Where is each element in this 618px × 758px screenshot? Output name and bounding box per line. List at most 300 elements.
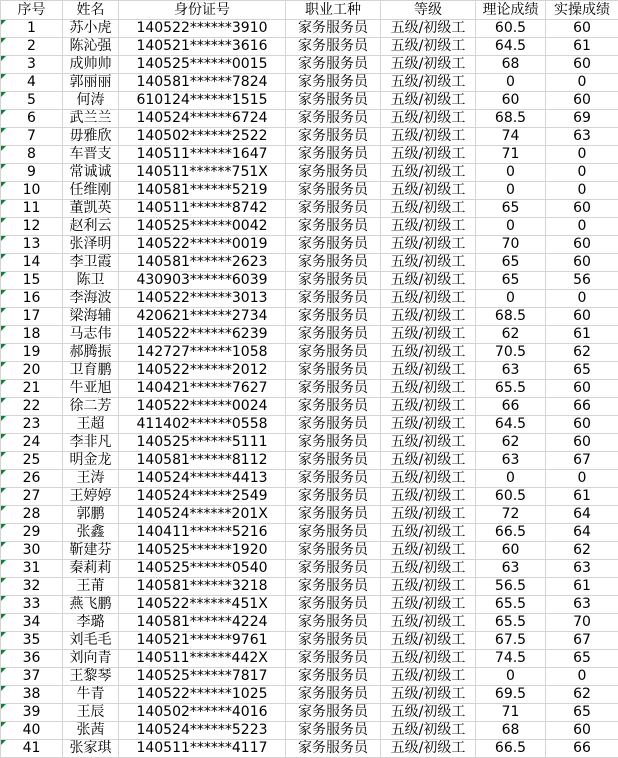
cell-name[interactable] — [63, 200, 119, 218]
cell-practical-score[interactable] — [546, 488, 618, 506]
cell-serial[interactable] — [1, 740, 63, 758]
cell-practical-score[interactable] — [546, 398, 618, 416]
cell-practical-score[interactable] — [546, 110, 618, 128]
cell-serial[interactable] — [1, 578, 63, 596]
cell-level[interactable] — [381, 488, 476, 506]
cell-id-number[interactable] — [119, 434, 286, 452]
cell-occupation[interactable] — [286, 182, 381, 200]
cell-occupation[interactable] — [286, 506, 381, 524]
cell-id-number[interactable] — [119, 236, 286, 254]
cell-level[interactable] — [381, 74, 476, 92]
cell-occupation[interactable] — [286, 542, 381, 560]
cell-level[interactable] — [381, 56, 476, 74]
cell-theory-score[interactable] — [476, 182, 546, 200]
cell-serial[interactable] — [1, 92, 63, 110]
cell-level[interactable] — [381, 218, 476, 236]
cell-id-number[interactable] — [119, 668, 286, 686]
cell-id-number[interactable] — [119, 686, 286, 704]
cell-level[interactable] — [381, 290, 476, 308]
cell-practical-score[interactable] — [546, 344, 618, 362]
cell-occupation[interactable] — [286, 272, 381, 290]
cell-practical-score[interactable] — [546, 416, 618, 434]
cell-serial[interactable] — [1, 542, 63, 560]
cell-serial[interactable] — [1, 38, 63, 56]
cell-theory-score[interactable] — [476, 344, 546, 362]
cell-serial[interactable] — [1, 722, 63, 740]
cell-practical-score[interactable] — [546, 740, 618, 758]
cell-practical-score[interactable] — [546, 56, 618, 74]
cell-name[interactable] — [63, 488, 119, 506]
cell-name[interactable] — [63, 344, 119, 362]
cell-name[interactable] — [63, 596, 119, 614]
cell-occupation[interactable] — [286, 380, 381, 398]
cell-theory-score[interactable] — [476, 92, 546, 110]
cell-name[interactable] — [63, 542, 119, 560]
cell-name[interactable] — [63, 92, 119, 110]
cell-level[interactable] — [381, 164, 476, 182]
cell-occupation[interactable] — [286, 740, 381, 758]
cell-practical-score[interactable] — [546, 704, 618, 722]
cell-id-number[interactable] — [119, 362, 286, 380]
cell-name[interactable] — [63, 470, 119, 488]
cell-theory-score[interactable] — [476, 632, 546, 650]
cell-occupation[interactable] — [286, 362, 381, 380]
cell-level[interactable] — [381, 740, 476, 758]
cell-theory-score[interactable] — [476, 200, 546, 218]
cell-name[interactable] — [63, 560, 119, 578]
cell-level[interactable] — [381, 272, 476, 290]
cell-serial[interactable] — [1, 200, 63, 218]
cell-name[interactable] — [63, 290, 119, 308]
cell-serial[interactable] — [1, 182, 63, 200]
cell-id-number[interactable] — [119, 290, 286, 308]
cell-id-number[interactable] — [119, 614, 286, 632]
cell-serial[interactable] — [1, 254, 63, 272]
cell-theory-score[interactable] — [476, 686, 546, 704]
cell-practical-score[interactable] — [546, 668, 618, 686]
cell-occupation[interactable] — [286, 524, 381, 542]
cell-serial[interactable] — [1, 560, 63, 578]
cell-level[interactable] — [381, 596, 476, 614]
cell-level[interactable] — [381, 722, 476, 740]
cell-name[interactable] — [63, 578, 119, 596]
cell-occupation[interactable] — [286, 722, 381, 740]
cell-theory-score[interactable] — [476, 722, 546, 740]
cell-level[interactable] — [381, 308, 476, 326]
cell-name[interactable] — [63, 722, 119, 740]
cell-id-number[interactable] — [119, 380, 286, 398]
cell-theory-score[interactable] — [476, 704, 546, 722]
cell-level[interactable] — [381, 668, 476, 686]
cell-name[interactable] — [63, 128, 119, 146]
cell-theory-score[interactable] — [476, 326, 546, 344]
cell-id-number[interactable] — [119, 488, 286, 506]
cell-serial[interactable] — [1, 308, 63, 326]
cell-theory-score[interactable] — [476, 254, 546, 272]
cell-occupation[interactable] — [286, 146, 381, 164]
cell-name[interactable] — [63, 506, 119, 524]
cell-occupation[interactable] — [286, 200, 381, 218]
cell-level[interactable] — [381, 236, 476, 254]
cell-practical-score[interactable] — [546, 452, 618, 470]
cell-level[interactable] — [381, 632, 476, 650]
cell-practical-score[interactable] — [546, 92, 618, 110]
cell-occupation[interactable] — [286, 416, 381, 434]
cell-serial[interactable] — [1, 236, 63, 254]
cell-practical-score[interactable] — [546, 20, 618, 38]
cell-level[interactable] — [381, 92, 476, 110]
cell-name[interactable] — [63, 524, 119, 542]
cell-practical-score[interactable] — [546, 218, 618, 236]
cell-occupation[interactable] — [286, 452, 381, 470]
cell-level[interactable] — [381, 182, 476, 200]
cell-practical-score[interactable] — [546, 146, 618, 164]
cell-name[interactable] — [63, 164, 119, 182]
cell-occupation[interactable] — [286, 128, 381, 146]
cell-name[interactable] — [63, 308, 119, 326]
cell-theory-score[interactable] — [476, 38, 546, 56]
cell-theory-score[interactable] — [476, 398, 546, 416]
cell-theory-score[interactable] — [476, 578, 546, 596]
cell-theory-score[interactable] — [476, 56, 546, 74]
cell-id-number[interactable] — [119, 524, 286, 542]
cell-practical-score[interactable] — [546, 200, 618, 218]
cell-id-number[interactable] — [119, 704, 286, 722]
cell-occupation[interactable] — [286, 308, 381, 326]
cell-occupation[interactable] — [286, 236, 381, 254]
cell-level[interactable] — [381, 110, 476, 128]
cell-name[interactable] — [63, 434, 119, 452]
cell-level[interactable] — [381, 542, 476, 560]
cell-serial[interactable] — [1, 632, 63, 650]
cell-serial[interactable] — [1, 452, 63, 470]
cell-level[interactable] — [381, 380, 476, 398]
cell-occupation[interactable] — [286, 326, 381, 344]
cell-practical-score[interactable] — [546, 308, 618, 326]
cell-id-number[interactable] — [119, 650, 286, 668]
cell-id-number[interactable] — [119, 722, 286, 740]
cell-id-number[interactable] — [119, 740, 286, 758]
cell-id-number[interactable] — [119, 632, 286, 650]
cell-serial[interactable] — [1, 434, 63, 452]
cell-serial[interactable] — [1, 326, 63, 344]
cell-name[interactable] — [63, 668, 119, 686]
cell-id-number[interactable] — [119, 146, 286, 164]
cell-theory-score[interactable] — [476, 218, 546, 236]
cell-name[interactable] — [63, 146, 119, 164]
cell-occupation[interactable] — [286, 254, 381, 272]
cell-level[interactable] — [381, 578, 476, 596]
cell-level[interactable] — [381, 146, 476, 164]
cell-theory-score[interactable] — [476, 488, 546, 506]
cell-level[interactable] — [381, 254, 476, 272]
cell-theory-score[interactable] — [476, 146, 546, 164]
cell-id-number[interactable] — [119, 272, 286, 290]
cell-theory-score[interactable] — [476, 110, 546, 128]
column-header-serial[interactable] — [1, 1, 63, 20]
cell-id-number[interactable] — [119, 308, 286, 326]
cell-level[interactable] — [381, 506, 476, 524]
cell-name[interactable] — [63, 218, 119, 236]
column-header-practical-score[interactable] — [546, 1, 618, 20]
cell-id-number[interactable] — [119, 344, 286, 362]
cell-occupation[interactable] — [286, 704, 381, 722]
cell-practical-score[interactable] — [546, 686, 618, 704]
cell-practical-score[interactable] — [546, 596, 618, 614]
cell-theory-score[interactable] — [476, 308, 546, 326]
cell-serial[interactable] — [1, 110, 63, 128]
cell-name[interactable] — [63, 740, 119, 758]
cell-name[interactable] — [63, 74, 119, 92]
cell-serial[interactable] — [1, 380, 63, 398]
cell-serial[interactable] — [1, 416, 63, 434]
cell-occupation[interactable] — [286, 218, 381, 236]
cell-value: 家务服务员 — [298, 38, 368, 55]
cell-id-number[interactable] — [119, 74, 286, 92]
cell-serial[interactable] — [1, 128, 63, 146]
cell-id-number[interactable] — [119, 416, 286, 434]
cell-name[interactable] — [63, 632, 119, 650]
cell-id-number[interactable] — [119, 596, 286, 614]
cell-id-number[interactable] — [119, 254, 286, 272]
cell-serial[interactable] — [1, 74, 63, 92]
cell-level[interactable] — [381, 560, 476, 578]
cell-level[interactable] — [381, 416, 476, 434]
cell-occupation[interactable] — [286, 92, 381, 110]
cell-practical-score[interactable] — [546, 632, 618, 650]
cell-level[interactable] — [381, 614, 476, 632]
cell-serial[interactable] — [1, 596, 63, 614]
cell-value: 68 — [502, 56, 520, 73]
cell-occupation[interactable] — [286, 74, 381, 92]
cell-theory-score[interactable] — [476, 236, 546, 254]
cell-id-number[interactable] — [119, 218, 286, 236]
cell-theory-score[interactable] — [476, 380, 546, 398]
cell-theory-score[interactable] — [476, 452, 546, 470]
cell-serial[interactable] — [1, 470, 63, 488]
cell-occupation[interactable] — [286, 344, 381, 362]
cell-practical-score[interactable] — [546, 470, 618, 488]
cell-practical-score[interactable] — [546, 650, 618, 668]
cell-practical-score[interactable] — [546, 380, 618, 398]
cell-serial[interactable] — [1, 362, 63, 380]
cell-level[interactable] — [381, 38, 476, 56]
cell-serial[interactable] — [1, 506, 63, 524]
cell-occupation[interactable] — [286, 578, 381, 596]
cell-name[interactable] — [63, 236, 119, 254]
cell-theory-score[interactable] — [476, 20, 546, 38]
cell-practical-score[interactable] — [546, 542, 618, 560]
cell-practical-score[interactable] — [546, 128, 618, 146]
cell-level[interactable] — [381, 20, 476, 38]
cell-level[interactable] — [381, 452, 476, 470]
cell-level[interactable] — [381, 326, 476, 344]
cell-level[interactable] — [381, 362, 476, 380]
cell-practical-score[interactable] — [546, 326, 618, 344]
cell-theory-score[interactable] — [476, 416, 546, 434]
cell-id-number[interactable] — [119, 182, 286, 200]
cell-occupation[interactable] — [286, 20, 381, 38]
cell-practical-score[interactable] — [546, 506, 618, 524]
cell-level[interactable] — [381, 686, 476, 704]
column-header-level[interactable] — [381, 1, 476, 20]
cell-occupation[interactable] — [286, 290, 381, 308]
column-header-occupation[interactable] — [286, 1, 381, 20]
cell-occupation[interactable] — [286, 596, 381, 614]
cell-theory-score[interactable] — [476, 650, 546, 668]
cell-name[interactable] — [63, 38, 119, 56]
cell-practical-score[interactable] — [546, 290, 618, 308]
cell-occupation[interactable] — [286, 38, 381, 56]
cell-serial[interactable] — [1, 218, 63, 236]
cell-id-number[interactable] — [119, 38, 286, 56]
cell-occupation[interactable] — [286, 434, 381, 452]
cell-serial[interactable] — [1, 56, 63, 74]
cell-practical-score[interactable] — [546, 254, 618, 272]
cell-occupation[interactable] — [286, 398, 381, 416]
cell-occupation[interactable] — [286, 164, 381, 182]
cell-level[interactable] — [381, 398, 476, 416]
cell-name[interactable] — [63, 56, 119, 74]
cell-occupation[interactable] — [286, 560, 381, 578]
cell-name[interactable] — [63, 272, 119, 290]
column-header-name[interactable] — [63, 1, 119, 20]
cell-serial[interactable] — [1, 164, 63, 182]
cell-theory-score[interactable] — [476, 128, 546, 146]
cell-serial[interactable] — [1, 686, 63, 704]
cell-id-number[interactable] — [119, 56, 286, 74]
cell-name[interactable] — [63, 398, 119, 416]
cell-practical-score[interactable] — [546, 182, 618, 200]
cell-theory-score[interactable] — [476, 524, 546, 542]
cell-id-number[interactable] — [119, 560, 286, 578]
cell-serial[interactable] — [1, 344, 63, 362]
cell-theory-score[interactable] — [476, 290, 546, 308]
cell-id-number[interactable] — [119, 506, 286, 524]
cell-name[interactable] — [63, 686, 119, 704]
cell-theory-score[interactable] — [476, 542, 546, 560]
cell-practical-score[interactable] — [546, 614, 618, 632]
cell-serial[interactable] — [1, 668, 63, 686]
cell-theory-score[interactable] — [476, 614, 546, 632]
cell-id-number[interactable] — [119, 326, 286, 344]
cell-name[interactable] — [63, 20, 119, 38]
cell-practical-score[interactable] — [546, 164, 618, 182]
cell-serial[interactable] — [1, 290, 63, 308]
cell-id-number[interactable] — [119, 92, 286, 110]
cell-level[interactable] — [381, 650, 476, 668]
cell-serial[interactable] — [1, 524, 63, 542]
cell-practical-score[interactable] — [546, 272, 618, 290]
cell-id-number[interactable] — [119, 452, 286, 470]
cell-theory-score[interactable] — [476, 506, 546, 524]
cell-name[interactable] — [63, 614, 119, 632]
cell-occupation[interactable] — [286, 668, 381, 686]
cell-level[interactable] — [381, 470, 476, 488]
cell-id-number[interactable] — [119, 20, 286, 38]
cell-value: 五级/初级工 — [391, 506, 466, 523]
cell-level[interactable] — [381, 200, 476, 218]
column-header-theory-score[interactable] — [476, 1, 546, 20]
cell-level[interactable] — [381, 704, 476, 722]
cell-occupation[interactable] — [286, 614, 381, 632]
cell-occupation[interactable] — [286, 470, 381, 488]
cell-practical-score[interactable] — [546, 362, 618, 380]
cell-occupation[interactable] — [286, 632, 381, 650]
cell-theory-score[interactable] — [476, 740, 546, 758]
cell-id-number[interactable] — [119, 164, 286, 182]
cell-level[interactable] — [381, 434, 476, 452]
cell-name[interactable] — [63, 704, 119, 722]
cell-practical-score[interactable] — [546, 524, 618, 542]
cell-id-number[interactable] — [119, 110, 286, 128]
column-header-label: 等级 — [414, 1, 442, 19]
cell-theory-score[interactable] — [476, 164, 546, 182]
cell-id-number[interactable] — [119, 542, 286, 560]
cell-value: 五级/初级工 — [391, 416, 466, 433]
cell-serial[interactable] — [1, 614, 63, 632]
cell-value: 家务服务员 — [298, 614, 368, 631]
cell-name[interactable] — [63, 254, 119, 272]
cell-occupation[interactable] — [286, 488, 381, 506]
cell-level[interactable] — [381, 128, 476, 146]
cell-name[interactable] — [63, 362, 119, 380]
cell-name[interactable] — [63, 326, 119, 344]
cell-name[interactable] — [63, 452, 119, 470]
cell-serial[interactable] — [1, 650, 63, 668]
cell-occupation[interactable] — [286, 686, 381, 704]
cell-practical-score[interactable] — [546, 578, 618, 596]
cell-theory-score[interactable] — [476, 470, 546, 488]
cell-name[interactable] — [63, 110, 119, 128]
cell-occupation[interactable] — [286, 110, 381, 128]
cell-serial[interactable] — [1, 272, 63, 290]
cell-theory-score[interactable] — [476, 272, 546, 290]
cell-serial[interactable] — [1, 20, 63, 38]
cell-name[interactable] — [63, 380, 119, 398]
cell-occupation[interactable] — [286, 650, 381, 668]
cell-level[interactable] — [381, 344, 476, 362]
cell-theory-score[interactable] — [476, 560, 546, 578]
cell-id-number[interactable] — [119, 470, 286, 488]
cell-level[interactable] — [381, 524, 476, 542]
cell-practical-score[interactable] — [546, 74, 618, 92]
cell-practical-score[interactable] — [546, 38, 618, 56]
cell-serial[interactable] — [1, 146, 63, 164]
cell-theory-score[interactable] — [476, 74, 546, 92]
cell-id-number[interactable] — [119, 398, 286, 416]
cell-practical-score[interactable] — [546, 722, 618, 740]
cell-practical-score[interactable] — [546, 236, 618, 254]
cell-practical-score[interactable] — [546, 560, 618, 578]
cell-name[interactable] — [63, 650, 119, 668]
cell-id-number[interactable] — [119, 578, 286, 596]
cell-name[interactable] — [63, 182, 119, 200]
cell-id-number[interactable] — [119, 200, 286, 218]
cell-theory-score[interactable] — [476, 596, 546, 614]
cell-occupation[interactable] — [286, 56, 381, 74]
cell-serial[interactable] — [1, 488, 63, 506]
cell-serial[interactable] — [1, 704, 63, 722]
cell-name[interactable] — [63, 416, 119, 434]
column-header-id-number[interactable] — [119, 1, 286, 20]
cell-theory-score[interactable] — [476, 668, 546, 686]
cell-practical-score[interactable] — [546, 434, 618, 452]
cell-id-number[interactable] — [119, 128, 286, 146]
cell-theory-score[interactable] — [476, 362, 546, 380]
cell-theory-score[interactable] — [476, 434, 546, 452]
cell-serial[interactable] — [1, 398, 63, 416]
